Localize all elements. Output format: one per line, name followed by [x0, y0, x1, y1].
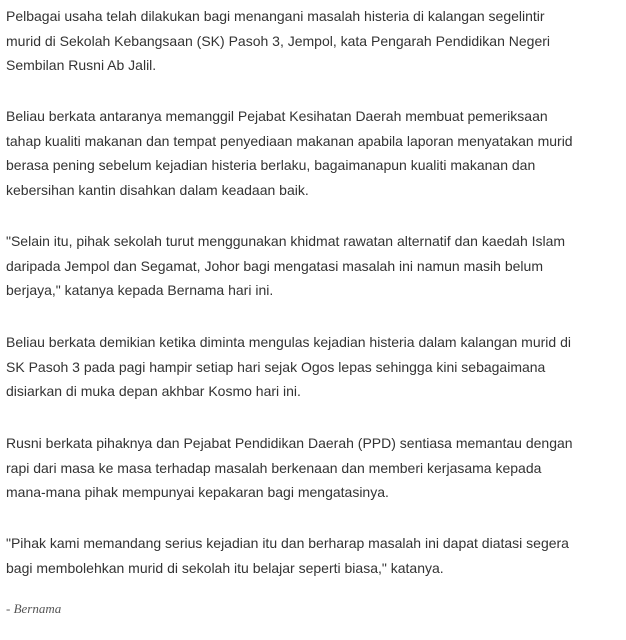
- text-line: berjaya," katanya kepada Bernama hari ini.: [6, 282, 274, 298]
- text-line: berasa pening sebelum kejadian histeria berlaku, bagaimanapun kualiti makanan dan: [6, 157, 536, 173]
- article-paragraph: [6, 4, 550, 78]
- text-line: disiarkan di muka depan akhbar Kosmo hari ini.: [6, 383, 301, 399]
- text-line: Beliau berkata antaranya memanggil Pejabat Kesihatan Daerah membuat pemeriksaan: [6, 108, 548, 124]
- article-source: - Bernama: [6, 601, 62, 616]
- article-paragraph: [6, 104, 573, 202]
- article-paragraph: [6, 431, 573, 505]
- text-line: Beliau berkata demikian ketika diminta mengulas kejadian histeria dalam kalangan murid di: [6, 334, 571, 350]
- text-line: Rusni berkata pihaknya dan Pejabat Pendidikan Daerah (PPD) sentiasa memantau dengan: [6, 435, 573, 451]
- text-line: SK Pasoh 3 pada pagi hampir setiap hari sejak Ogos lepas sehingga kini sebagaimana: [6, 358, 546, 375]
- text-line: bagi membolehkan murid di sekolah itu belajar seperti biasa," katanya.: [6, 559, 444, 576]
- text-line: kebersihan kantin disahkan dalam keadaan baik.: [6, 181, 309, 198]
- text-line: rapi dari masa ke masa terhadap masalah berkenaan dan memberi kerjasama kepada: [6, 459, 542, 476]
- text-line: "Pihak kami memandang serius kejadian itu dan berharap masalah ini dapat diatasi segera: [6, 535, 569, 551]
- text-line: "Selain itu, pihak sekolah turut menggunakan khidmat rawatan alternatif dan kaedah Islam: [6, 233, 566, 249]
- text-line: daripada Jempol dan Segamat, Johor bagi mengatasi masalah ini namun masih belum: [6, 257, 543, 274]
- text-line: Sembilan Rusni Ab Jalil.: [6, 57, 157, 73]
- text-line: mana-mana pihak mempunyai kepakaran bagi mengatasinya.: [6, 484, 389, 500]
- article-paragraph: [6, 531, 569, 580]
- text-line: tahap kualiti makanan dan tempat penyediaan makanan apabila laporan menyatakan murid: [6, 132, 573, 149]
- article-paragraph: [6, 229, 565, 303]
- text-line: Pelbagai usaha telah dilakukan bagi menangani masalah histeria di kalangan segelintir: [6, 8, 545, 24]
- text-line: murid di Sekolah Kebangsaan (SK) Pasoh 3, Jempol, kata Pengarah Pendidikan Negeri: [6, 32, 550, 49]
- article-paragraph: [6, 330, 571, 404]
